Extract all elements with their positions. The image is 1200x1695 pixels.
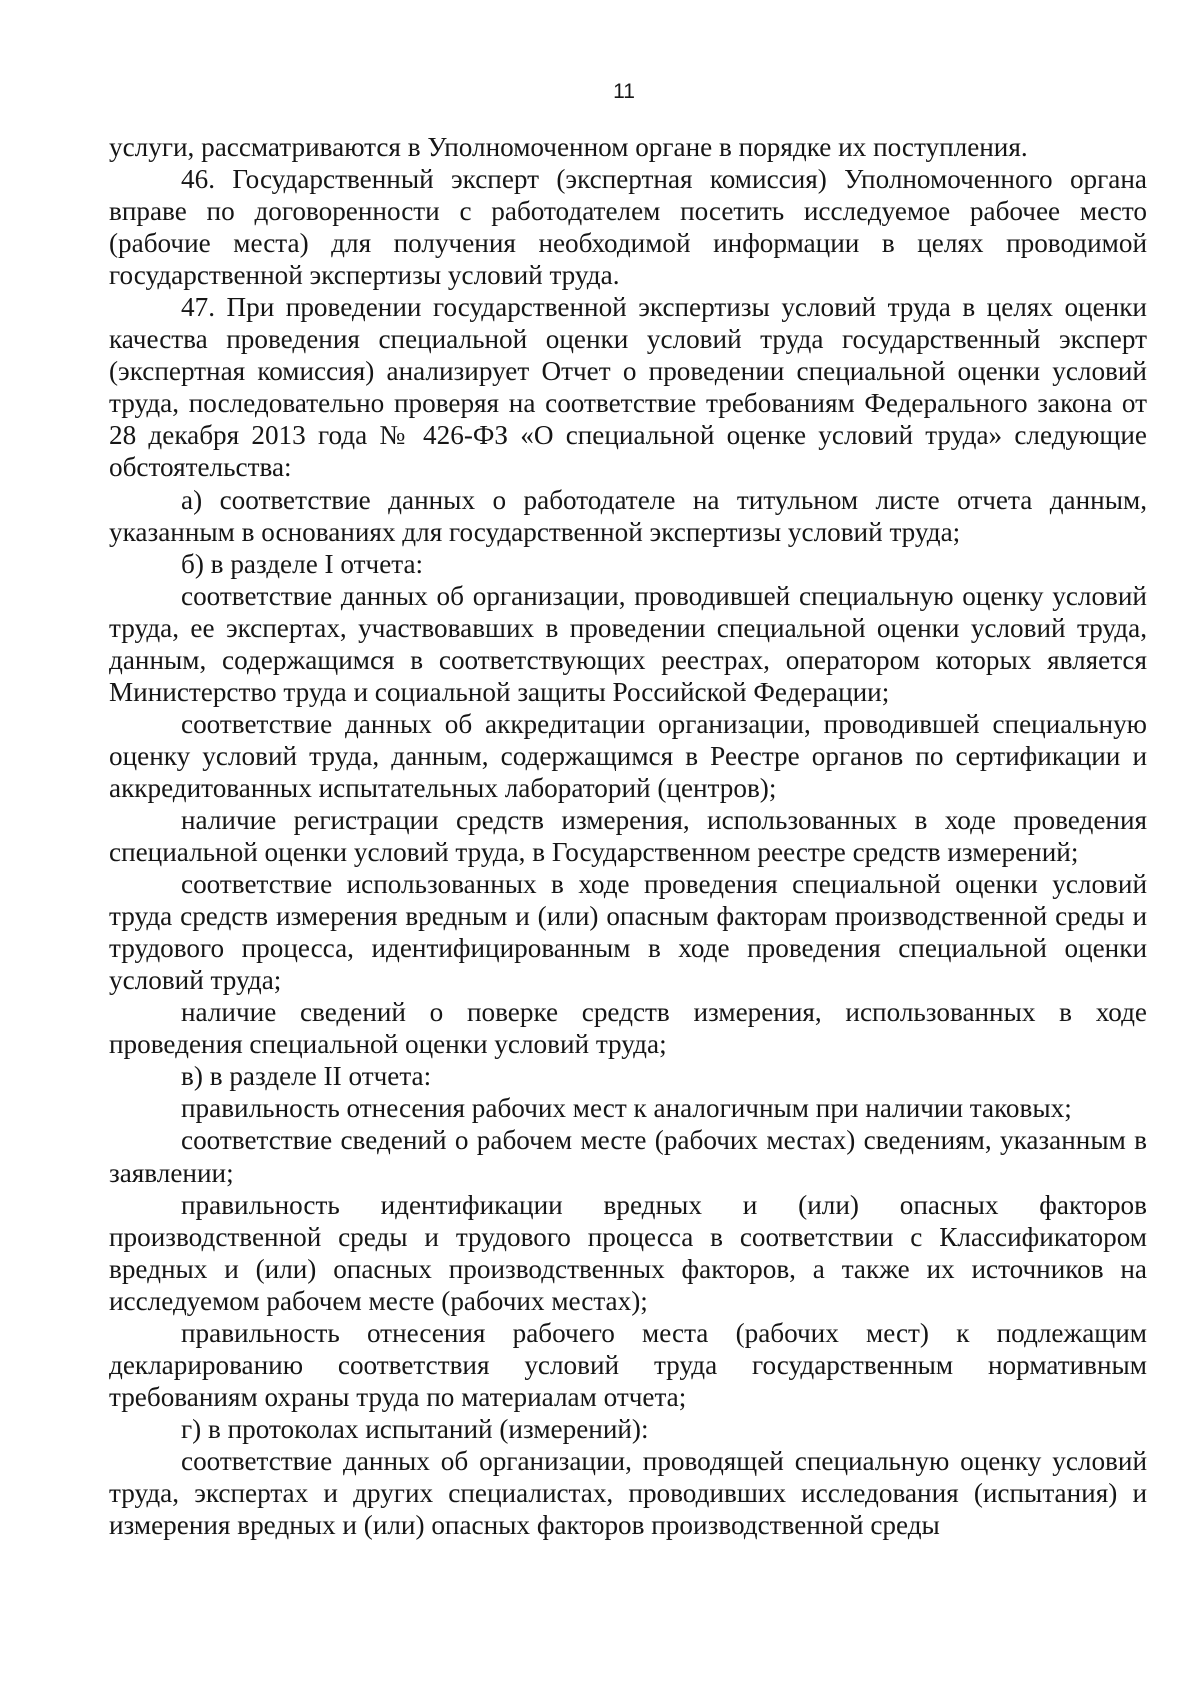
subitem-v-similar-workplaces: правильность отнесения рабочих мест к аналогичным при наличии таковых;: [181, 1093, 1072, 1124]
paragraph-item-47: 47. При проведении государственной экспертизы условий труда в целях оценки качества проведения специальной оценки условий труда государственный эксперт (экспертная комиссия) анализирует Отчет о проведении специальной оценки условий труда, последовательно проверяя на соответствие требованиям Федерального закона от 28 декабря 2013 года № 426-ФЗ «О специальной оценке условий труда» следующие обстоятельства:: [109, 292, 1147, 483]
subitem-g-organization-data: соответствие данных об организации, проводящей специальную оценку условий труда, экспертах и других специалистах, проводивших исследования (испытания) и измерения вредных и (или) опасных факторов производственной среды: [109, 1445, 1147, 1541]
subitem-v-heading: в) в разделе II отчета:: [181, 1061, 432, 1092]
subitem-b-organization-data: соответствие данных об организации, проводившей специальную оценку условий труда, ее экспертах, участвовавших в проведении специальной оценки условий труда, данным, содержащимся в соответствующих реестрах, оператором которых является Министерство труда и социальной защиты Российской Федерации;: [109, 580, 1147, 707]
subitem-v-workplace-info: соответствие сведений о рабочем месте (рабочих местах) сведениям, указанным в заявлении;: [109, 1125, 1147, 1188]
subitem-b-instrument-suitability: соответствие использованных в ходе проведения специальной оценки условий труда средств измерения вредным и (или) опасным факторам производственной среды и трудового процесса, идентифицированным в ходе проведения специальной оценки условий труда;: [109, 869, 1147, 996]
subitem-v-declaration: правильность отнесения рабочего места (рабочих мест) к подлежащим декларированию соответствия условий труда государственным нормативным требованиям охраны труда по материалам отчета;: [109, 1317, 1147, 1412]
body-text: [109, 131, 1147, 1541]
page-number: 11: [613, 80, 635, 103]
subitem-b-instrument-verification: наличие сведений о поверке средств измерения, использованных в ходе проведения специальной оценки условий труда;: [109, 997, 1147, 1060]
subitem-b-heading: б) в разделе I отчета:: [181, 548, 424, 579]
subitem-a: а) соответствие данных о работодателе на титульном листе отчета данным, указанным в основаниях для государственной экспертизы условий труда;: [109, 484, 1147, 547]
paragraph-continuation: услуги, рассматриваются в Уполномоченном органе в порядке их поступления.: [109, 132, 1028, 162]
subitem-b-accreditation-data: соответствие данных об аккредитации организации, проводившей специальную оценку условий труда, данным, содержащимся в Реестре органов по сертификации и аккредитованных испытательных лабораторий (центров);: [109, 708, 1147, 803]
subitem-v-factor-identification: правильность идентификации вредных и (или) опасных факторов производственной среды и трудового процесса в соответствии с Классификатором вредных и (или) опасных производственных факторов, а также их источников на исследуемом рабочем месте (рабочих местах);: [109, 1189, 1147, 1316]
subitem-b-instrument-registration: наличие регистрации средств измерения, использованных в ходе проведения специальной оценки условий труда, в Государственном реестре средств измерений;: [109, 804, 1147, 868]
paragraph-item-46: 46. Государственный эксперт (экспертная комиссия) Уполномоченного органа вправе по договоренности с работодателем посетить исследуемое рабочее место (рабочие места) для получения необходимой информации в целях проводимой государственной экспертизы условий труда.: [109, 164, 1147, 291]
subitem-g-heading: г) в протоколах испытаний (измерений):: [181, 1413, 649, 1444]
